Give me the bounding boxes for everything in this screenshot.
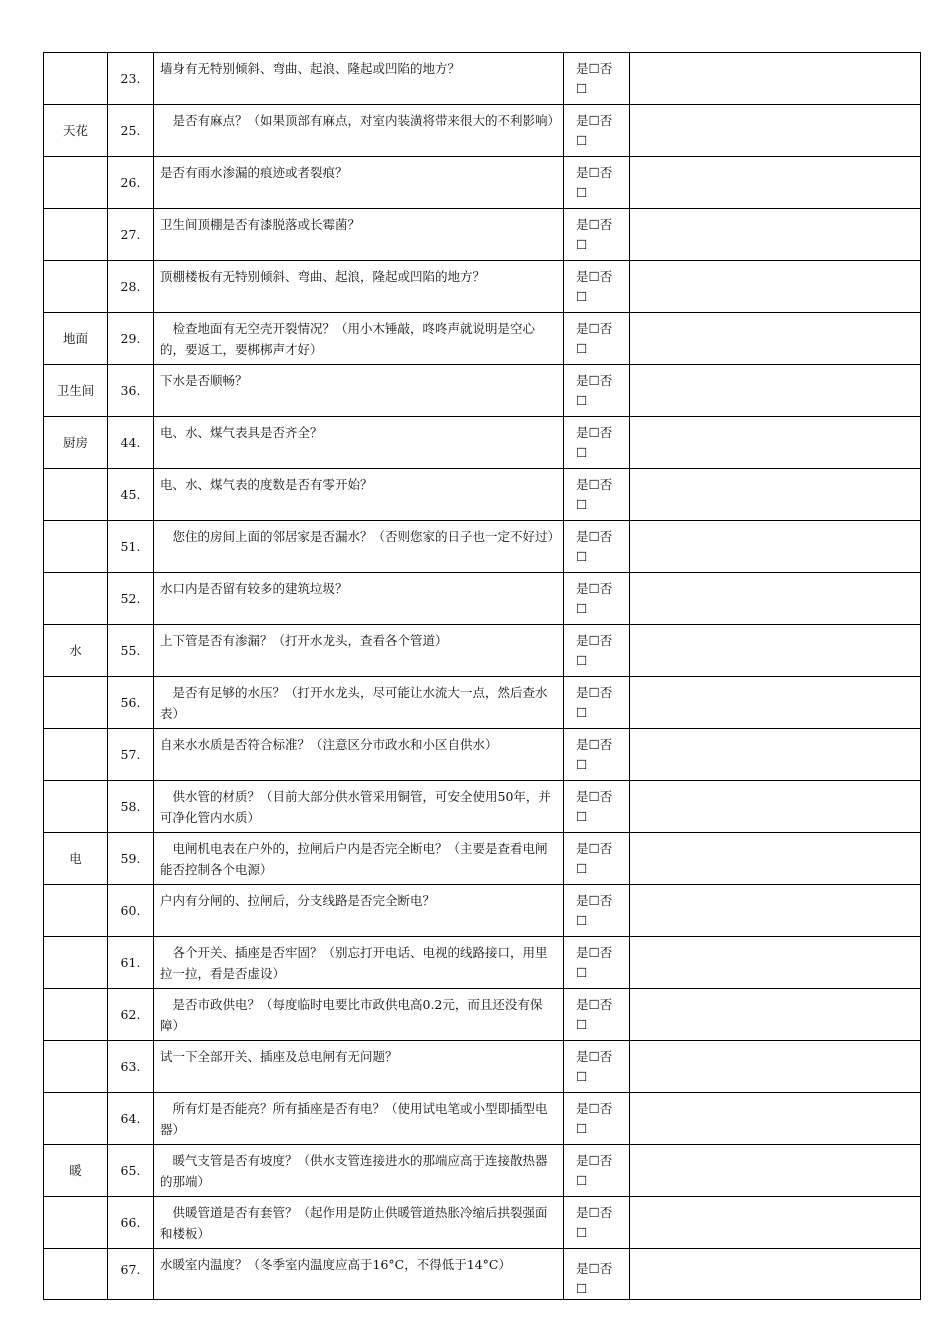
checklist-rows xyxy=(44,53,921,1300)
category-cell: 暖 xyxy=(44,1145,108,1197)
yes-no-checkbox[interactable] xyxy=(564,989,630,1041)
category-cell xyxy=(44,521,108,573)
item-number: 36. xyxy=(108,365,154,417)
question-text: 检查地面有无空壳开裂情况？（用小木锤敲，咚咚声就说明是空心的，要返工，要梆梆声才好） xyxy=(154,313,564,365)
question-text: 卫生间顶棚是否有漆脱落或长霉菌？ xyxy=(154,209,564,261)
table-row xyxy=(44,573,921,625)
category-cell xyxy=(44,937,108,989)
category-cell: 电 xyxy=(44,833,108,885)
table-row xyxy=(44,469,921,521)
yes-no-checkbox[interactable] xyxy=(564,313,630,365)
table-row xyxy=(44,781,921,833)
table-row xyxy=(44,1249,921,1300)
item-number: 28. xyxy=(108,261,154,313)
yes-no-checkbox[interactable] xyxy=(564,1041,630,1093)
yes-no-checkbox[interactable] xyxy=(564,469,630,521)
checkbox-no-box[interactable]: ☐ xyxy=(576,1224,588,1240)
checkbox-yes-label[interactable]: 是☐否 xyxy=(576,840,613,856)
remarks-cell[interactable] xyxy=(630,1249,921,1300)
yes-no-checkbox[interactable] xyxy=(564,781,630,833)
category-cell xyxy=(44,677,108,729)
remarks-cell[interactable] xyxy=(630,1197,921,1249)
checkbox-no-box[interactable]: ☐ xyxy=(576,236,588,252)
yes-no-checkbox[interactable] xyxy=(564,417,630,469)
question-text: 户内有分闸的、拉闸后，分支线路是否完全断电？ xyxy=(154,885,564,937)
question-text: 下水是否顺畅？ xyxy=(154,365,564,417)
yes-no-checkbox[interactable] xyxy=(564,209,630,261)
item-number: 59. xyxy=(108,833,154,885)
remarks-cell[interactable] xyxy=(630,157,921,209)
question-text: 所有灯是否能亮？所有插座是否有电？（使用试电笔或小型即插型电器） xyxy=(154,1093,564,1145)
checkbox-no-box[interactable]: ☐ xyxy=(576,340,588,356)
checkbox-yes-label[interactable]: 是☐否 xyxy=(576,892,613,908)
yes-no-checkbox[interactable] xyxy=(564,521,630,573)
remarks-cell[interactable] xyxy=(630,521,921,573)
remarks-cell[interactable] xyxy=(630,833,921,885)
table-row xyxy=(44,937,921,989)
question-text: 供水管的材质？（目前大部分供水管采用铜管，可安全使用50年，并可净化管内水质） xyxy=(154,781,564,833)
checkbox-yes-label[interactable]: 是☐否 xyxy=(576,788,613,804)
category-cell xyxy=(44,261,108,313)
yes-no-checkbox[interactable] xyxy=(564,625,630,677)
question-text: 是否有足够的水压？（打开水龙头，尽可能让水流大一点，然后查水表） xyxy=(154,677,564,729)
checkbox-no-box[interactable]: ☐ xyxy=(576,548,588,564)
checkbox-no-box[interactable]: ☐ xyxy=(576,1172,588,1188)
table-row xyxy=(44,1093,921,1145)
remarks-cell[interactable] xyxy=(630,573,921,625)
checkbox-no-box[interactable]: ☐ xyxy=(576,80,588,96)
category-cell xyxy=(44,989,108,1041)
remarks-cell[interactable] xyxy=(630,313,921,365)
item-number: 66. xyxy=(108,1197,154,1249)
yes-no-checkbox[interactable] xyxy=(564,53,630,105)
checkbox-no-box[interactable]: ☐ xyxy=(576,1068,588,1084)
table-row xyxy=(44,677,921,729)
item-number: 57. xyxy=(108,729,154,781)
checkbox-yes-label[interactable]: 是☐否 xyxy=(576,320,613,336)
checkbox-yes-label[interactable]: 是☐否 xyxy=(576,424,613,440)
remarks-cell[interactable] xyxy=(630,885,921,937)
question-text: 您住的房间上面的邻居家是否漏水？（否则您家的日子也一定不好过） xyxy=(154,521,564,573)
category-cell xyxy=(44,781,108,833)
table-row xyxy=(44,833,921,885)
checkbox-no-box[interactable]: ☐ xyxy=(576,288,588,304)
checkbox-no-box[interactable]: ☐ xyxy=(576,1016,588,1032)
category-cell: 水 xyxy=(44,625,108,677)
category-cell xyxy=(44,1041,108,1093)
table-row xyxy=(44,521,921,573)
item-number: 55. xyxy=(108,625,154,677)
remarks-cell[interactable] xyxy=(630,469,921,521)
item-number: 61. xyxy=(108,937,154,989)
question-text: 是否市政供电？（每度临时电要比市政供电高0.2元，而且还没有保障） xyxy=(154,989,564,1041)
remarks-cell[interactable] xyxy=(630,937,921,989)
yes-no-checkbox[interactable] xyxy=(564,885,630,937)
checkbox-yes-label[interactable]: 是☐否 xyxy=(576,528,613,544)
checkbox-yes-label[interactable]: 是☐否 xyxy=(576,996,613,1012)
question-text: 水口内是否留有较多的建筑垃圾？ xyxy=(154,573,564,625)
remarks-cell[interactable] xyxy=(630,781,921,833)
question-text: 各个开关、插座是否牢固？（别忘打开电话、电视的线路接口，用里拉一拉，看是否虚设） xyxy=(154,937,564,989)
table-row xyxy=(44,365,921,417)
checkbox-yes-label[interactable]: 是☐否 xyxy=(576,1204,613,1220)
yes-no-checkbox[interactable] xyxy=(564,1145,630,1197)
table-row xyxy=(44,625,921,677)
checkbox-no-box[interactable]: ☐ xyxy=(576,496,588,512)
checkbox-yes-label[interactable]: 是☐否 xyxy=(576,1100,613,1116)
question-text: 供暖管道是否有套管？（起作用是防止供暖管道热胀冷缩后拱裂强面和楼板） xyxy=(154,1197,564,1249)
checkbox-yes-label[interactable]: 是☐否 xyxy=(576,112,613,128)
yes-no-checkbox[interactable] xyxy=(564,105,630,157)
checkbox-yes-label[interactable]: 是☐否 xyxy=(576,580,613,596)
checkbox-yes-label[interactable]: 是☐否 xyxy=(576,268,613,284)
yes-no-checkbox[interactable] xyxy=(564,1197,630,1249)
item-number: 29. xyxy=(108,313,154,365)
yes-no-checkbox[interactable] xyxy=(564,1249,630,1300)
question-text: 顶棚楼板有无特别倾斜、弯曲、起浪，隆起或凹陷的地方？ xyxy=(154,261,564,313)
question-text: 电闸机电表在户外的，拉闸后户内是否完全断电？（主要是查看电闸能否控制各个电源） xyxy=(154,833,564,885)
checkbox-yes-label[interactable]: 是☐否 xyxy=(576,476,613,492)
table-row xyxy=(44,417,921,469)
remarks-cell[interactable] xyxy=(630,989,921,1041)
checkbox-yes-label[interactable]: 是☐否 xyxy=(576,684,613,700)
item-number: 23. xyxy=(108,53,154,105)
checkbox-no-box[interactable]: ☐ xyxy=(576,808,588,824)
yes-no-checkbox[interactable] xyxy=(564,157,630,209)
yes-no-checkbox[interactable] xyxy=(564,573,630,625)
question-text: 暖气支管是否有坡度？（供水支管连接进水的那端应高于连接散热器的那端） xyxy=(154,1145,564,1197)
table-row xyxy=(44,989,921,1041)
checkbox-yes-label[interactable]: 是☐否 xyxy=(576,736,613,752)
category-cell xyxy=(44,573,108,625)
question-text: 水暖室内温度？（冬季室内温度应高于16°C，不得低于14°C） xyxy=(154,1249,564,1300)
checkbox-no-box[interactable]: ☐ xyxy=(576,912,588,928)
yes-no-checkbox[interactable] xyxy=(564,937,630,989)
category-cell: 地面 xyxy=(44,313,108,365)
category-cell xyxy=(44,209,108,261)
item-number: 25. xyxy=(108,105,154,157)
remarks-cell[interactable] xyxy=(630,261,921,313)
remarks-cell[interactable] xyxy=(630,1145,921,1197)
table-row xyxy=(44,105,921,157)
remarks-cell[interactable] xyxy=(630,53,921,105)
checkbox-no-box[interactable]: ☐ xyxy=(576,1120,588,1136)
item-number: 44. xyxy=(108,417,154,469)
category-cell: 厨房 xyxy=(44,417,108,469)
category-cell xyxy=(44,1093,108,1145)
checkbox-yes-label[interactable]: 是☐否 xyxy=(576,944,613,960)
checkbox-no-box[interactable]: ☐ xyxy=(576,600,588,616)
remarks-cell[interactable] xyxy=(630,1093,921,1145)
yes-no-checkbox[interactable] xyxy=(564,677,630,729)
remarks-cell[interactable] xyxy=(630,1041,921,1093)
item-number: 62. xyxy=(108,989,154,1041)
question-text: 是否有麻点？（如果顶部有麻点，对室内装潢将带来很大的不利影响） xyxy=(154,105,564,157)
checkbox-no-box[interactable]: ☐ xyxy=(576,704,588,720)
category-cell xyxy=(44,469,108,521)
checkbox-no-box[interactable]: ☐ xyxy=(576,1281,588,1296)
checkbox-no-box[interactable]: ☐ xyxy=(576,392,588,408)
item-number: 56. xyxy=(108,677,154,729)
item-number: 26. xyxy=(108,157,154,209)
yes-no-checkbox[interactable] xyxy=(564,261,630,313)
checkbox-no-box[interactable]: ☐ xyxy=(576,860,588,876)
checkbox-no-box[interactable]: ☐ xyxy=(576,964,588,980)
checkbox-yes-label[interactable]: 是☐否 xyxy=(576,372,613,388)
checkbox-yes-label[interactable]: 是☐否 xyxy=(576,1048,613,1064)
yes-no-checkbox[interactable] xyxy=(564,1093,630,1145)
checkbox-yes-label[interactable]: 是☐否 xyxy=(576,164,613,180)
item-number: 52. xyxy=(108,573,154,625)
item-number: 64. xyxy=(108,1093,154,1145)
table-row xyxy=(44,1041,921,1093)
checkbox-yes-label[interactable]: 是☐否 xyxy=(576,216,613,232)
remarks-cell[interactable] xyxy=(630,209,921,261)
table-row xyxy=(44,313,921,365)
item-number: 65. xyxy=(108,1145,154,1197)
table-row xyxy=(44,885,921,937)
category-cell xyxy=(44,157,108,209)
item-number: 45. xyxy=(108,469,154,521)
checkbox-no-box[interactable]: ☐ xyxy=(576,756,588,772)
checkbox-no-box[interactable]: ☐ xyxy=(576,444,588,460)
question-text: 电、水、煤气表的度数是否有零开始？ xyxy=(154,469,564,521)
question-text: 墙身有无特别倾斜、弯曲、起浪、隆起或凹陷的地方？ xyxy=(154,53,564,105)
remarks-cell[interactable] xyxy=(630,105,921,157)
remarks-cell[interactable] xyxy=(630,677,921,729)
item-number: 27. xyxy=(108,209,154,261)
question-text: 是否有雨水渗漏的痕迹或者裂痕？ xyxy=(154,157,564,209)
table-row xyxy=(44,53,921,105)
table-row xyxy=(44,729,921,781)
checkbox-no-box[interactable]: ☐ xyxy=(576,132,588,148)
table-row xyxy=(44,261,921,313)
item-number: 67. xyxy=(108,1249,154,1300)
category-cell xyxy=(44,885,108,937)
question-text: 试一下全部开关、插座及总电闸有无问题？ xyxy=(154,1041,564,1093)
checkbox-no-box[interactable]: ☐ xyxy=(576,184,588,200)
item-number: 63. xyxy=(108,1041,154,1093)
item-number: 51. xyxy=(108,521,154,573)
category-cell xyxy=(44,1197,108,1249)
table-row xyxy=(44,157,921,209)
checklist-sheet xyxy=(43,52,920,1296)
checkbox-yes-label[interactable]: 是☐否 xyxy=(576,1152,613,1168)
remarks-cell[interactable] xyxy=(630,729,921,781)
category-cell: 卫生间 xyxy=(44,365,108,417)
question-text: 上下管是否有渗漏？（打开水龙头，查看各个管道） xyxy=(154,625,564,677)
question-text: 自来水水质是否符合标准？（注意区分市政水和小区自供水） xyxy=(154,729,564,781)
category-cell xyxy=(44,729,108,781)
yes-no-checkbox[interactable] xyxy=(564,729,630,781)
category-cell xyxy=(44,53,108,105)
inspection-checklist-table xyxy=(43,52,921,1300)
checkbox-yes-label[interactable]: 是☐否 xyxy=(576,60,613,76)
remarks-cell[interactable] xyxy=(630,625,921,677)
table-row xyxy=(44,1197,921,1249)
yes-no-checkbox[interactable] xyxy=(564,833,630,885)
checkbox-no-box[interactable]: ☐ xyxy=(576,652,588,668)
question-text: 电、水、煤气表具是否齐全？ xyxy=(154,417,564,469)
remarks-cell[interactable] xyxy=(630,365,921,417)
yes-no-checkbox[interactable] xyxy=(564,365,630,417)
remarks-cell[interactable] xyxy=(630,417,921,469)
checkbox-yes-label[interactable]: 是☐否 xyxy=(576,1261,613,1276)
item-number: 58. xyxy=(108,781,154,833)
item-number: 60. xyxy=(108,885,154,937)
table-row xyxy=(44,1145,921,1197)
checkbox-yes-label[interactable]: 是☐否 xyxy=(576,632,613,648)
category-cell xyxy=(44,1249,108,1300)
category-cell: 天花 xyxy=(44,105,108,157)
table-row xyxy=(44,209,921,261)
